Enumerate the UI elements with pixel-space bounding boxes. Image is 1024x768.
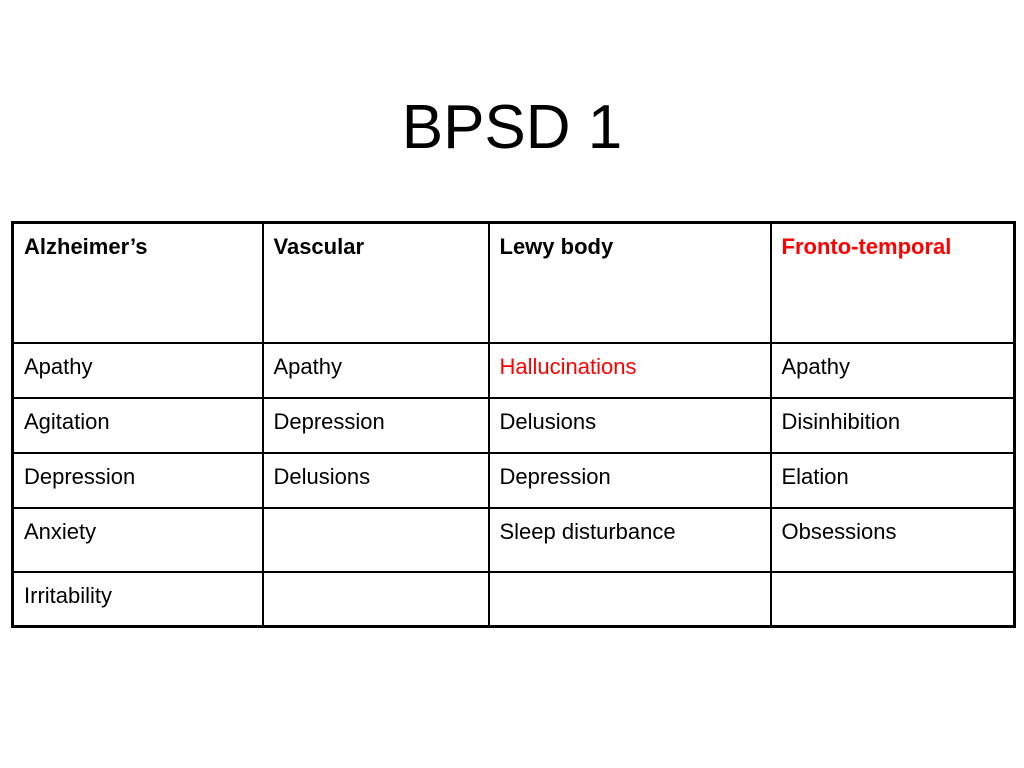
table-cell: Obsessions [771, 508, 1015, 572]
table-row [13, 453, 1015, 508]
header-alzheimers: Alzheimer’s [13, 223, 263, 343]
table-row [13, 508, 1015, 572]
table-cell: Anxiety [13, 508, 263, 572]
table-cell: Apathy [13, 343, 263, 398]
table-cell: Depression [13, 453, 263, 508]
table-cell: Delusions [489, 398, 771, 453]
table-cell: Elation [771, 453, 1015, 508]
table-cell [263, 572, 489, 627]
table-cell: Delusions [263, 453, 489, 508]
table-cell: Sleep disturbance [489, 508, 771, 572]
table-row [13, 398, 1015, 453]
table-cell: Apathy [263, 343, 489, 398]
table-cell: Hallucinations [489, 343, 771, 398]
table-cell: Irritability [13, 572, 263, 627]
table-header-row [13, 223, 1015, 343]
slide-title: BPSD 1 [401, 93, 623, 162]
table-cell: Agitation [13, 398, 263, 453]
table-cell: Depression [489, 453, 771, 508]
table-cell: Disinhibition [771, 398, 1015, 453]
table-cell: Apathy [771, 343, 1015, 398]
bpsd-table [11, 221, 1016, 628]
table-row [13, 572, 1015, 627]
table-cell: Depression [263, 398, 489, 453]
table-cell [263, 508, 489, 572]
table-row [13, 343, 1015, 398]
header-fronto-temporal: Fronto-temporal [771, 223, 1015, 343]
table-cell [771, 572, 1015, 627]
header-lewy-body: Lewy body [489, 223, 771, 343]
table-cell [489, 572, 771, 627]
header-vascular: Vascular [263, 223, 489, 343]
